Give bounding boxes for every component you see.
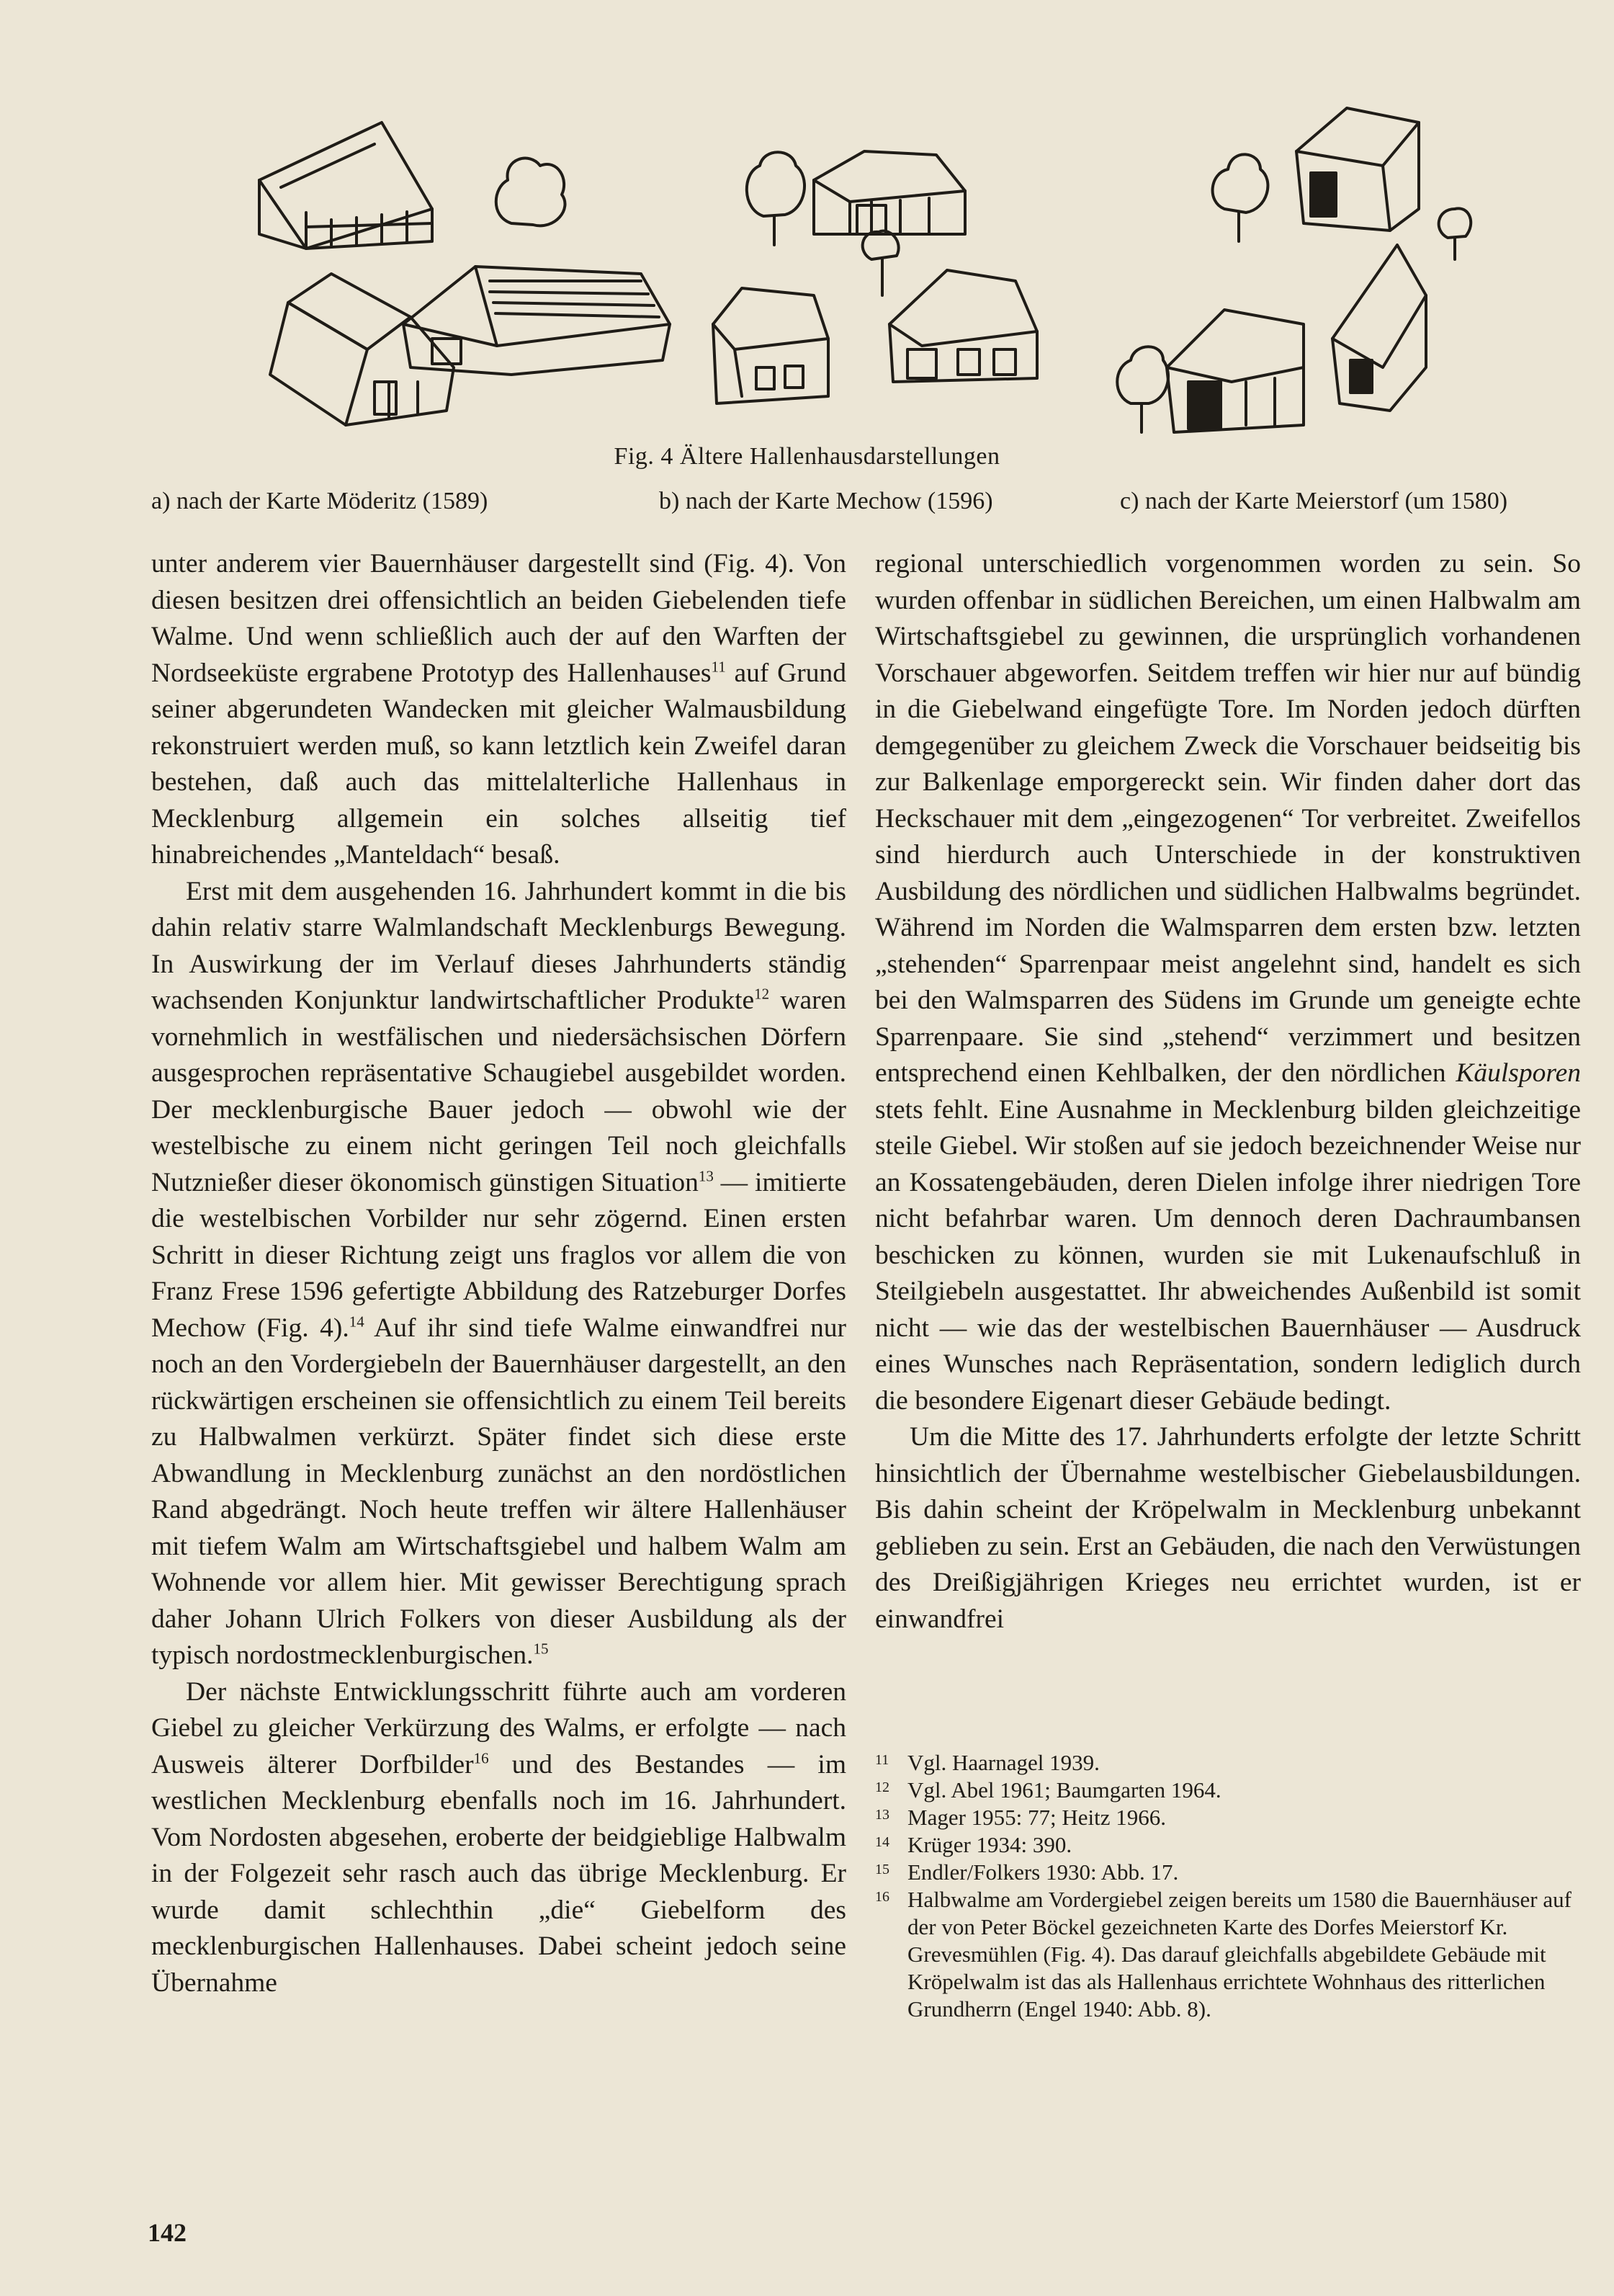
footnote: 13 Mager 1955: 77; Heitz 1966.: [875, 1805, 1167, 1830]
footnotes: [875, 1749, 1584, 2023]
house-a3: [403, 267, 670, 375]
right-column: [875, 546, 1581, 1638]
footnote: 16 Halbwalme am Vordergiebel zeigen bereits um 1580 die Bauernhäuser auf der von Peter Böckel gezeichneten Karte des Dorfes Meierstorf Kr. Grevesmühlen (Fig. 4). Das darauf gleichfalls abgebildete Gebäude mit Kröpelwalm ist das als Hallenhaus errichtete Wohnhaus des ritterlichen Grundherrn (Engel 1940: Abb. 8).: [875, 1887, 1572, 2022]
house-b2: [713, 288, 828, 403]
house-c2: [1167, 310, 1304, 432]
left-column: [151, 546, 846, 2001]
footnote: 11 Vgl. Haarnagel 1939.: [875, 1750, 1100, 1775]
tree-c1: [1213, 154, 1268, 241]
footnote: 12 Vgl. Abel 1961; Baumgarten 1964.: [875, 1777, 1221, 1803]
figure-subcaption-c: c) nach der Karte Meierstorf (um 1580): [1120, 488, 1508, 514]
footnote-ref: 14: [349, 1313, 364, 1330]
figure-subcaption-a: a) nach der Karte Möderitz (1589): [151, 488, 488, 514]
paragraph: regional unterschiedlich vorgenommen worden zu sein. So wurden offenbar in südlichen Bereichen, um einen Halbwalm am Wirtschaftsgiebel zu gewinnen, die ursprünglich vorhandenen Vorschauer abgeworfen. Seitdem treffen wir hier nur auf bündig in die Giebelwand eingefügte Tore. Im Norden jedoch dürften demgegenüber zu gleichem Zweck die Vorschauer beidseitig bis zur Balkenlage emporgereckt sein. Wir finden daher dort das Heckschauer mit dem „eingezogenen“ Tor verbreitet. Zweifellos sind hierdurch auch Unterschiede in der konstruktiven Ausbildung des nördlichen und südlichen Halbwalms begründet. Während im Norden die Walmsparren dem ersten bzw. letzten „stehenden“ Sparrenpaar meist angelehnt sind, handelt es sich bei den Walmsparren des Südens im Grunde um geneigte echte Sparrenpaare. Sie sind „stehend“ verzimmert und besitzen entsprechend einen Kehlbalken, der den nördlichen Käulsporen stets fehlt. Eine Ausnahme in Mecklenburg bilden gleichzeitige steile Giebel. Wir stoßen auf sie jedoch bezeichnender Weise nur an Kossatengebäuden, deren Dielen infolge ihrer niedrigen Tore nicht befahrbar waren. Um dennoch deren Dachraumbansen beschicken zu können, wurden sie mit Lukenaufschluß in Steilgiebeln ausgestattet. Ihr abweichendes Außenbild ist somit nicht — wie das der westelbischen Bauernhäuser — Ausdruck eines Wunsches nach Repräsentation, sondern lediglich durch die besondere Eigenart dieser Gebäude bedingt.: [875, 549, 1581, 1416]
footnote-ref: 12: [754, 985, 770, 1003]
house-b1: [814, 151, 965, 234]
footnote-ref: 13: [698, 1167, 714, 1184]
tree-c3: [1117, 347, 1168, 432]
tree-b1: [747, 152, 804, 245]
figure-subcaption-b: b) nach der Karte Mechow (1596): [659, 488, 993, 514]
house-a1: [259, 122, 432, 249]
footnote-ref: 11: [711, 658, 726, 675]
house-b3: [889, 270, 1037, 382]
tree-c2: [1439, 208, 1471, 259]
house-a2: [270, 274, 454, 425]
footnote-ref: 16: [473, 1749, 489, 1766]
paragraph: Erst mit dem ausgehenden 16. Jahrhundert kommt in die bis dahin relativ starre Walmlandschaft Mecklenburgs Bewegung. In Auswirkung der im Verlauf dieses Jahrhunderts ständig wachsenden Konjunktur landwirtschaftlicher Produkte$^{12}$ waren vornehmlich in westfälischen und niedersächsischen Dörfern ausgesprochen repräsentative Schaugiebel ausgebildet worden. Der mecklenburgische Bauer jedoch — obwohl wie der westelbische zu einem nicht geringen Teil noch gleichfalls Nutznießer dieser ökonomisch günstigen Situation$^{13}$ — imitierte die westelbischen Vorbilder nur sehr zögernd. Einen ersten Schritt in dieser Richtung zeigt uns fraglos vor allem die von Franz Frese 1596 gefertigte Abbildung des Ratzeburger Dorfes Mechow (Fig. 4).$^{14}$ Auf ihr sind tiefe Walme einwandfrei nur noch an den Vordergiebeln der Bauernhäuser dargestellt, an den rückwärtigen erscheinen sie offensichtlich zu einem Teil bereits zu Halbwalmen verkürzt. Später findet sich diese erste Abwandlung in Mecklenburg zunächst an den nordöstlichen Rand abgedrängt. Noch heute treffen wir ältere Hallenhäuser mit tiefem Walm am Wirtschaftsgiebel und halbem Walm am Wohnende vor allem hier. Mit gewisser Berechtigung sprach daher Johann Ulrich Folkers von dieser Ausbildung als der typisch nordostmecklenburgischen.$^{15}$: [151, 876, 847, 1670]
footnote-ref: 15: [533, 1640, 549, 1658]
figure-illustration: [238, 65, 1592, 454]
house-c3: [1332, 245, 1426, 411]
figure-caption: Fig. 4 Ältere Hallenhausdarstellungen: [614, 443, 1000, 470]
tree-b2: [863, 231, 899, 295]
paragraph: Der nächste Entwicklungsschritt führte auch am vorderen Giebel zu gleicher Verkürzung des Walms, er erfolgte — nach Ausweis älterer Dorfbilder$^{16}$ und des Bestandes — im westlichen Mecklenburg ebenfalls noch im 16. Jahrhundert. Vom Nordosten abgesehen, eroberte der beidgieblige Halbwalm in der Folgezeit sehr rasch auch das übrige Mecklenburg. Er wurde damit schlechthin „die“ Giebelform des mecklenburgischen Hallenhauses. Dabei scheint jedoch seine Übernahme: [151, 1676, 846, 1998]
house-c1: [1296, 108, 1419, 231]
footnote: 14 Krüger 1934: 390.: [875, 1832, 1072, 1857]
page-number: 142: [148, 2218, 187, 2247]
paragraph: Um die Mitte des 17. Jahrhunderts erfolgte der letzte Schritt hinsichtlich der Übernahme westelbischer Giebelausbildungen. Bis dahin scheint der Kröpelwalm in Mecklenburg unbekannt geblieben zu sein. Erst an Gebäuden, die nach den Verwüstungen des Dreißigjährigen Krieges neu errichtet wurden, ist er einwandfrei: [875, 1422, 1581, 1634]
paragraph: unter anderem vier Bauernhäuser dargestellt sind (Fig. 4). Von diesen besitzen drei offensichtlich an beiden Giebelenden tiefe Walme. Und wenn schließlich auch der auf den Warften der Nordseeküste ergrabene Prototyp des Hallenhauses$^{11}$ auf Grund seiner abgerundeten Wandecken mit gleicher Walmausbildung rekonstruiert werden muß, so kann letztlich kein Zweifel daran bestehen, daß auch das mittelalterliche Hallenhaus in Mecklenburg allgemein ein solches allseitig tief hinabreichendes „Manteldach“ besaß.: [151, 549, 846, 870]
footnote: 15 Endler/Folkers 1930: Abb. 17.: [875, 1859, 1179, 1885]
tree-a1: [496, 158, 565, 226]
